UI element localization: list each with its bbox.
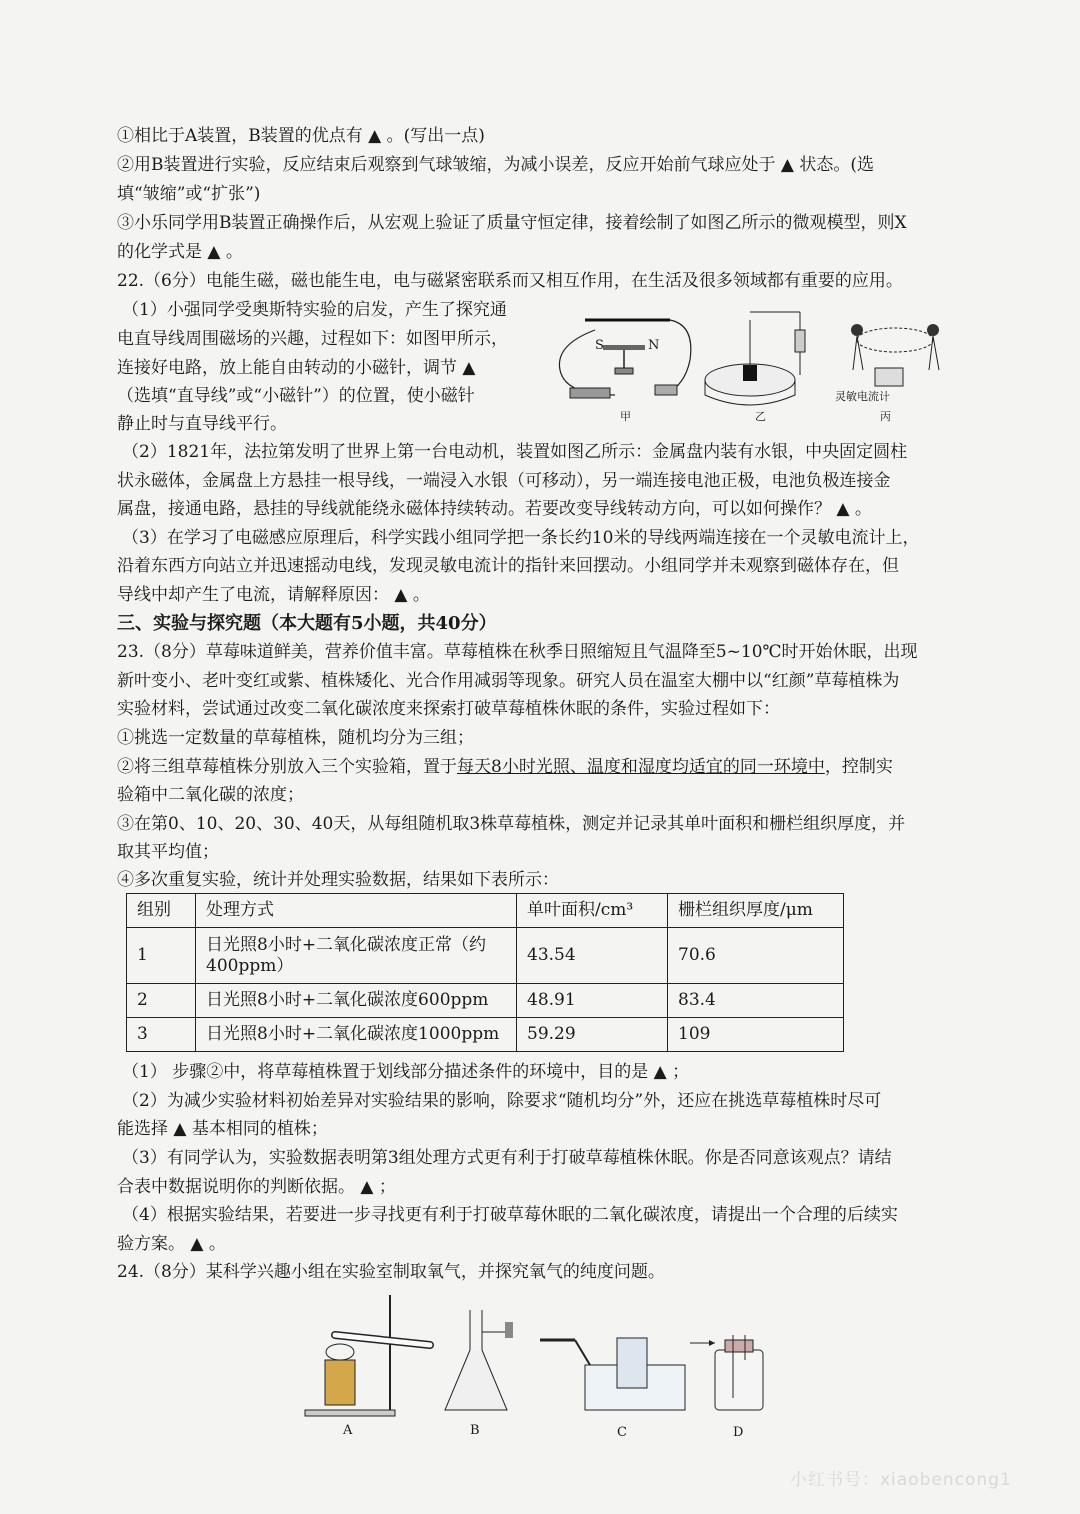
- text-line: ②用B装置进行实验，反应结束后观察到气球皱缩，为减小误差，反应开始前气球应处于 ▲ 状态。(选: [117, 155, 875, 175]
- question-24: 24.（8分）某科学兴趣小组在实验室制取氧气，并探究氧气的纯度问题。: [117, 1262, 665, 1282]
- text-line: （1）小强同学受奥斯特实验的启发，产生了探究通: [122, 300, 507, 320]
- figure-24-drawing: [295, 1290, 765, 1450]
- figure-d-label: D: [733, 1425, 744, 1440]
- cell-method: 日光照8小时+二氧化碳浓度1000ppm: [196, 1018, 517, 1052]
- step-3: ③在第0、10、20、30、40天，从每组随机取3株草莓植株，测定并记录其单叶面积和栅栏组织厚度，并: [117, 814, 906, 834]
- figure-jia-label: 甲: [620, 410, 631, 423]
- question-22: 22.（6分）电能生磁，磁也能生电，电与磁紧密联系而又相互作用，在生活及很多领域都有重要的应用。: [117, 271, 903, 291]
- figure-a-label: A: [343, 1423, 353, 1438]
- figure-24: [295, 1290, 765, 1450]
- step-2-underlined: 每天8小时光照、温度和湿度均适宜的同一环境中: [457, 757, 825, 777]
- table-row: [127, 984, 844, 1018]
- watermark: 小红书号：xiaobencong1: [790, 1470, 1012, 1490]
- text-line: 电直导线周围磁场的兴趣，过程如下：如图甲所示，: [117, 329, 508, 349]
- subquestion-1: （1） 步骤②中，将草莓植株置于划线部分描述条件的环境中，目的是 ▲ ；: [122, 1062, 690, 1082]
- subquestion-4: （4）根据实验结果，若要进一步寻找更有利于打破草莓休眠的二氧化碳浓度，请提出一个合理的后续实: [122, 1205, 898, 1225]
- cell-method: 日光照8小时+二氧化碳浓度正常（约400ppm）: [196, 928, 517, 984]
- figure-22: [545, 300, 965, 430]
- text-line: 连接好电路，放上能自由转动的小磁针，调节 ▲: [117, 358, 476, 378]
- text-line: 取其平均值；: [117, 842, 219, 862]
- question-23: 23.（8分）草莓味道鲜美，营养价值丰富。草莓植株在秋季日照缩短且气温降至5~10℃时开始休眠，出现: [117, 642, 918, 662]
- cell-group: 3: [127, 1018, 196, 1052]
- s-pole-label: S: [595, 338, 604, 353]
- cell-thickness: 70.6: [668, 928, 844, 984]
- text-line: （2）1821年，法拉第发明了世界上第一台电动机，装置如图乙所示：金属盘内装有水银，中央固定圆柱: [122, 442, 908, 462]
- header-group: 组别: [127, 894, 196, 928]
- subquestion-2: （2）为减少实验材料初始差异对实验结果的影响，除要求“随机均分”外，还应在挑选草莓植株时尽可: [122, 1091, 882, 1111]
- text-line: （3）在学习了电磁感应原理后，科学实践小组同学把一条长约10米的导线两端连接在一个灵敏电流计上，: [122, 528, 920, 548]
- step-1: ①挑选一定数量的草莓植株，随机均分为三组；: [117, 728, 474, 748]
- cell-thickness: 83.4: [668, 984, 844, 1018]
- text-line: 属盘，接通电路，悬挂的导线就能绕永磁体持续转动。若要改变导线转动方向，可以如何操作？ ▲ 。: [117, 499, 872, 519]
- step-2-text-end: ，控制实: [824, 757, 893, 777]
- cell-group: 2: [127, 984, 196, 1018]
- figure-bing-label: 丙: [880, 410, 891, 423]
- galvanometer-label: 灵敏电流计: [835, 390, 890, 403]
- text-line: 导线中却产生了电流，请解释原因： ▲ 。: [117, 585, 430, 605]
- step-2: [117, 756, 893, 778]
- text-line: 验方案。 ▲ 。: [117, 1234, 226, 1254]
- text-line: 静止时与直导线平行。: [117, 414, 287, 434]
- text-line: 沿着东西方向站立并迅速摇动电线，发现灵敏电流计的指针来回摆动。小组同学并未观察到磁体存在，但: [117, 556, 899, 576]
- n-pole-label: N: [648, 338, 660, 353]
- text-line: （选填“直导线”或“小磁针”）的位置，使小磁针: [117, 386, 475, 406]
- header-area: 单叶面积/cm³: [517, 894, 668, 928]
- figure-c-label: C: [617, 1425, 627, 1440]
- cell-method: 日光照8小时+二氧化碳浓度600ppm: [196, 984, 517, 1018]
- text-line: ①相比于A装置，B装置的优点有 ▲ 。(写出一点): [117, 126, 485, 146]
- table-row: [127, 928, 844, 984]
- cell-area: 48.91: [517, 984, 668, 1018]
- table-header-row: [127, 894, 844, 928]
- header-method: 处理方式: [196, 894, 517, 928]
- text-line: 能选择 ▲ 基本相同的植株；: [117, 1119, 328, 1139]
- section-title: 三、实验与探究题（本大题有5小题，共40分）: [117, 613, 497, 634]
- text-line: 的化学式是 ▲ 。: [117, 242, 243, 262]
- text-line: ③小乐同学用B装置正确操作后，从宏观上验证了质量守恒定律，接着绘制了如图乙所示的微观模型，则X: [117, 213, 907, 233]
- cell-area: 59.29: [517, 1018, 668, 1052]
- step-4: ④多次重复实验，统计并处理实验数据，结果如下表所示：: [117, 870, 559, 890]
- text-line: 状永磁体，金属盘上方悬挂一根导线，一端浸入水银（可移动），另一端连接电池正极，电池负极连接金: [117, 471, 891, 491]
- text-line: 新叶变小、老叶变红或紫、植株矮化、光合作用减弱等现象。研究人员在温室大棚中以“红颜”草莓植株为: [117, 671, 900, 691]
- text-line: 填“皱缩”或“扩张”): [117, 184, 261, 204]
- figure-yi-label: 乙: [755, 410, 766, 423]
- figure-b-label: B: [470, 1423, 480, 1438]
- subquestion-3: （3）有同学认为，实验数据表明第3组处理方式更有利于打破草莓植株休眠。你是否同意该观点？请结: [122, 1148, 892, 1168]
- step-2-text: ②将三组草莓植株分别放入三个实验箱，置于: [117, 757, 457, 777]
- header-thickness: 栅栏组织厚度/μm: [668, 894, 844, 928]
- cell-group: 1: [127, 928, 196, 984]
- cell-thickness: 109: [668, 1018, 844, 1052]
- table-row: [127, 1018, 844, 1052]
- text-line: 合表中数据说明你的判断依据。 ▲ ；: [117, 1177, 396, 1197]
- results-table: [126, 893, 844, 1052]
- cell-area: 43.54: [517, 928, 668, 984]
- text-line: 实验材料，尝试通过改变二氧化碳浓度来探索打破草莓植株休眠的条件，实验过程如下：: [117, 699, 780, 719]
- text-line: 验箱中二氧化碳的浓度；: [117, 785, 304, 805]
